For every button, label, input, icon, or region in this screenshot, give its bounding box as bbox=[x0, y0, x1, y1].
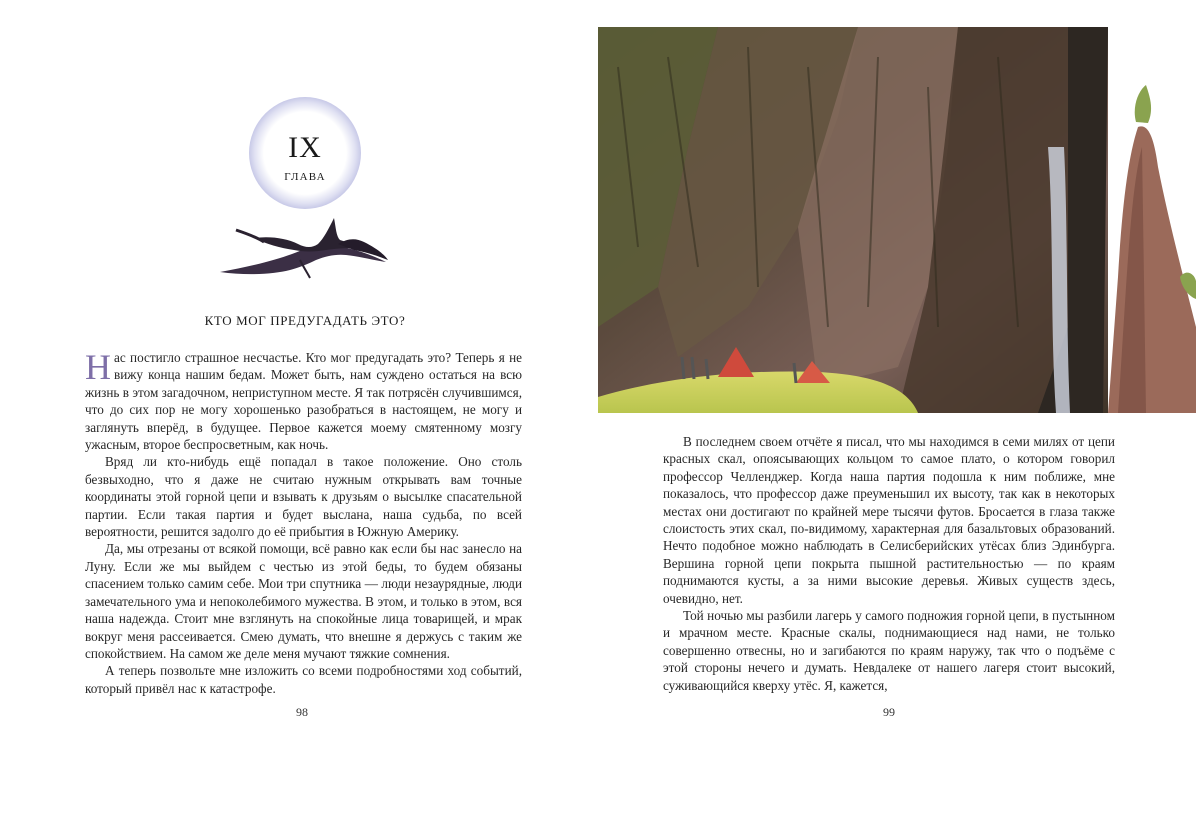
chapter-number: IX bbox=[288, 131, 322, 164]
paragraph: Да, мы отрезаны от всякой помощи, всё равно как если бы нас занесло на Луну. Если же мы выйдем с честью из этой беды, то будем обязаны спасением только самим себе. Мои три спутника — люди незаурядные, люди замечательного ума и непоколебимого мужества. В этом, и только в этом, вся наша надежда. Стоит мне взглянуть на спокойные лица товарищей, и мрак вокруг меня рассеивается. Смею думать, что внешне я держусь с таким же спокойствием. На самом же деле меня мучают тяжкие сомнения. bbox=[85, 541, 522, 661]
left-body-text bbox=[85, 349, 522, 697]
paragraph: А теперь позвольте мне изложить со всеми подробностями ход событий, который привёл нас к катастрофе. bbox=[85, 663, 522, 696]
chapter-title: КТО МОГ ПРЕДУГАДАТЬ ЭТО? bbox=[204, 313, 406, 328]
paragraph bbox=[85, 349, 522, 453]
drop-cap: Н bbox=[85, 347, 111, 387]
chapter-medallion bbox=[249, 97, 361, 209]
paragraph: Вряд ли кто-нибудь ещё попадал в такое положение. Оно столь безвыходно, что я даже не считаю нужным открывать вам точные координаты этой горной цепи и взывать к друзьям о высылке спасательной партии. Если такая партия и будет выслана, наша судьба, по всей вероятности, решится задолго до её прибытия в Южную Америку. bbox=[85, 454, 522, 540]
pterodactyl-illustration bbox=[214, 208, 394, 280]
page-number-left: 98 bbox=[296, 705, 308, 719]
paragraph: В последнем своем отчёте я писал, что мы находимся в семи милях от цепи красных скал, опоясывающих кольцом то самое плато, о котором говорил профессор Челленджер. Когда наша партия подошла к ним поближе, мне показалось, что профессор даже преуменьшил их высоту, так как в некоторых местах они достигают по крайней мере тысячи футов. Бросается в глаза также слоистость этих скал, по-видимому, характерная для базальтовых образований. Нечто подобное можно наблюдать в Селисберийских утёсах близ Эдинбурга. Вершина горной цепи покрыта пышной растительностью — по краям поднимаются кусты, а за ними высокие деревья. Живых существ здесь, очевидно, нет. bbox=[663, 434, 1115, 606]
paragraph-text: ас постигло страшное несчастье. Кто мог предугадать это? Теперь я не вижу конца нашим бедам. Может быть, нам суждено остаться на всю жизнь в этом загадочном, неприступном месте. Я так потрясён случившимся, что до сих пор не могу хорошенько разобраться в настоящем, не могу и заглянуть вперёд, в будущее. Первое кажется моему смятенному мозгу ужасным, второе беспросветным, как ночь. bbox=[85, 350, 522, 453]
chapter-label: ГЛАВА bbox=[284, 171, 326, 183]
page-number-right: 99 bbox=[883, 705, 895, 719]
paragraph: Той ночью мы разбили лагерь у самого подножия горной цепи, в пустынном и мрачном месте. Красные скалы, поднимающиеся над нами, не только совершенно отвесны, но и загибаются по краям наружу, так что о подъёме с этой стороны нечего и думать. Невдалеке от нашего лагеря стоит высокий, суживающийся кверху утёс. Я, кажется, bbox=[663, 608, 1115, 693]
cliff-camp-illustration bbox=[598, 27, 1196, 413]
right-body-text bbox=[663, 433, 1115, 694]
